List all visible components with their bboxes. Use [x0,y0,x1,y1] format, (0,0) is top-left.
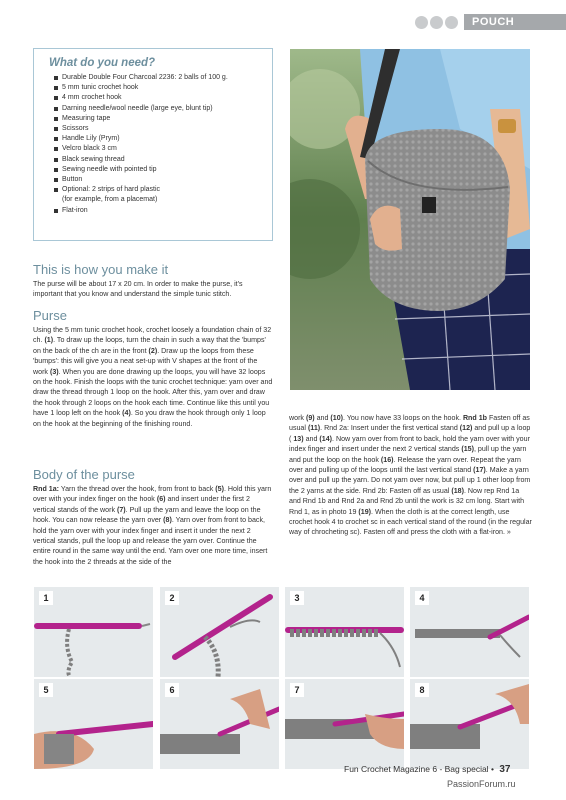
header-dot [430,16,443,29]
step-number: 3 [290,591,304,605]
materials-box [33,48,273,241]
magazine-name: Fun Crochet Magazine 6 - Bag special [344,764,489,774]
step-photo-3 [285,587,404,677]
purse-section [33,308,274,429]
materials-item: Sewing needle with pointed tip [54,165,272,175]
purse-title: Purse [33,308,67,323]
materials-item: Durable Double Four Charcoal 2236: 2 balls of 100 g. [54,73,272,83]
section-header [415,14,566,30]
body-text-col1: Rnd 1a: Yarn the thread over the hook, from front to back (5). Hold this yarn over with your index finger on the hook (6) and insert under the first 2 vertical stands of the work (7). Pull up the yarn and leave the loop on the hook. You can now release the yarn over (8). Yarn over from front to back, hold the yarn over with your index finger and insert it under the next 2 vertical stands, pull the loop up and release the yarn over. Continue the entire round in the same way until the end. Yarn over one more time, insert the hook into the 2 threads at the side of the [33,485,272,566]
step-photo-2 [160,587,279,677]
step-photo-8 [410,679,529,769]
page-footer [344,764,510,775]
step-photo-5 [34,679,153,769]
pouch-photo [290,49,530,390]
pouch-photo-image [290,49,530,390]
step-photo-4 [410,587,529,677]
body-text-col2: work (9) and (10). You now have 33 loops on the hook. Rnd 1b Fasten off as usual (11). Rnd 2a: Insert under the first vertical stand (12) and pull up a loop ( 13) and (14). Now yarn over from front to back, hold the yarn over with your index finger and insert under the next 2 vertical stands (15), pull up the yarn and put the loop on the hook (16). Release the yarn over. Repeat the yarn over and pulling up of the loops until the last vertical stand (17). Make a yarn over and pull up the yarn. Do not yarn over now, but pull up 1 other loop from the 2 yarns at the side. Rnd 2b: Fasten off as usual (18). Now rep Rnd 1a and Rnd 1b and Rnd 2a and Rnd 2b until the work is 32 cm long. Start with Rnd 1, as in photo 19 (19). When the cloth is at the correct length, use crochet hook 4 to crochet sc in each vertical stand of the round (in the regular way of chrocheting sc). Fasten off and press the cloth with a flat-iron. » [289,414,532,537]
step-photo-6 [160,679,279,769]
howto-text: The purse will be about 17 x 20 cm. In order to make the purse, it's important that you know and understand the simple tunic stitch. [33,280,243,299]
step-photo-1 [34,587,153,677]
materials-list [34,73,272,216]
materials-item: 4 mm crochet hook [54,93,272,103]
step-number: 8 [415,683,429,697]
materials-item: Darning needle/wool needle (large eye, blunt tip) [54,104,272,114]
body-section [33,467,274,567]
materials-item: Optional: 2 strips of hard plastic [54,185,272,195]
materials-item: Handle Lily (Prym) [54,134,272,144]
materials-item: Black sewing thread [54,155,272,165]
purse-text: Using the 5 mm tunic crochet hook, crochet loosely a foundation chain of 32 ch. (1). To draw up the loops, turn the chain in such a way that the 'bumps' on the back of the ch are in the front (2). Draw up the loops from these 'bumps': this will give you a neat set-up with V shapes at the front of the work (3). When you are done drawing up the loops, you will have 32 loops on the hook. Finish the loops with the tunic crochet technique: yarn over and draw the thread through 1 loop on the hook. After this, yarn over and draw the hook through 2 loops on the hook each time. Continue like this until you have 1 loop left on the hook (4). So you draw the hook through only 1 loop on the hook at the beginning of the finishing round. [33,326,273,428]
body-title: Body of the purse [33,467,135,482]
section-tag: POUCH [464,14,566,30]
header-dot [445,16,458,29]
page-number: 37 [499,764,511,775]
step-number: 6 [165,683,179,697]
step-number: 7 [290,683,304,697]
step-number: 2 [165,591,179,605]
watermark: PassionForum.ru [447,779,516,789]
step-number: 4 [415,591,429,605]
materials-item: Measuring tape [54,114,272,124]
materials-item-continued: (for example, from a placemat) [62,196,158,204]
materials-item: 5 mm tunic crochet hook [54,83,272,93]
materials-item: Button [54,175,272,185]
materials-item: Flat-iron [54,206,272,216]
materials-item: Velcro black 3 cm [54,144,272,154]
footer-bullet: • [490,764,494,774]
materials-item: Scissors [54,124,272,134]
step-number: 5 [39,683,53,697]
materials-title: What do you need? [49,57,156,69]
step-photo-7 [285,679,404,769]
header-dot [415,16,428,29]
howto-section [33,262,274,300]
step-number: 1 [39,591,53,605]
howto-title: This is how you make it [33,262,169,277]
